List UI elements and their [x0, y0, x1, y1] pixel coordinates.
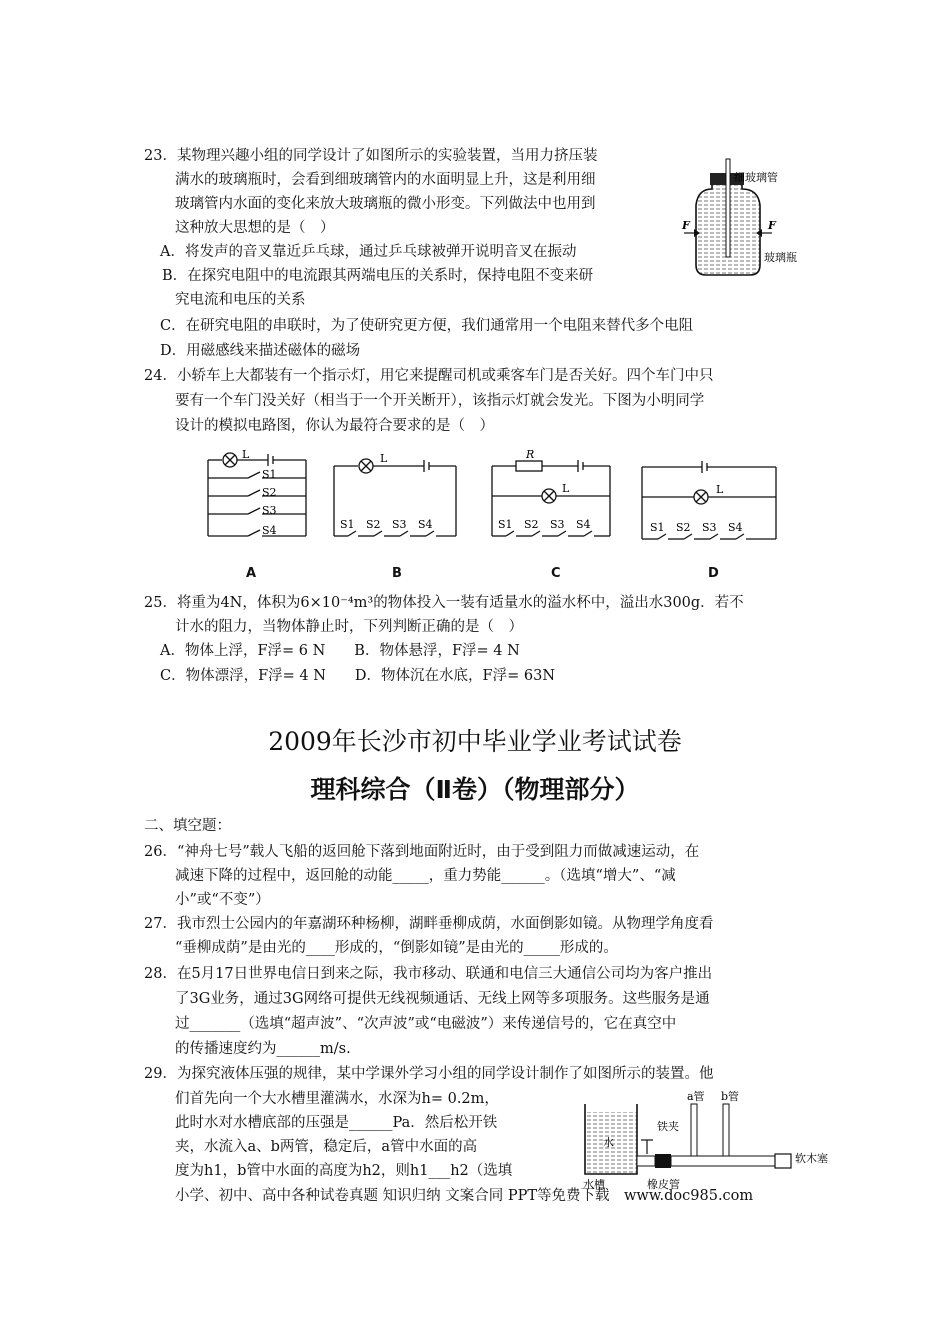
switch-label: S1: [650, 521, 665, 534]
q26-line2: 减速下降的过程中，返回舱的动能_____，重力势能______。（选填“增大”、“减: [175, 868, 676, 884]
q29-line4: 夹，水流入a、b两管，稳定后，a管中水面的高: [175, 1139, 478, 1155]
bottle-label: 玻璃瓶: [764, 251, 797, 264]
lamp-label: L: [242, 448, 250, 461]
clamp-label: 铁夹: [657, 1120, 679, 1133]
cork-label: 软木塞: [795, 1152, 828, 1165]
circuit-c: [486, 448, 621, 552]
q28-line2: 了3G业务，通过3G网络可提供无线视频通话、无线上网等多项服务。这些服务是通: [175, 991, 710, 1007]
switch-label: S4: [262, 524, 277, 537]
q24-line1: 24．小轿车上大都装有一个指示灯，用它来提醒司机或乘客车门是否关好。四个车门中只: [144, 368, 714, 384]
switch-label: S2: [262, 486, 277, 499]
q23-line3: 玻璃管内水面的变化来放大玻璃瓶的微小形变。下列做法中也用到: [175, 196, 596, 212]
water-label: 水: [603, 1136, 614, 1149]
q28-line4: 的传播速度约为______m/s.: [175, 1041, 351, 1057]
exam-title: 2009年长沙市初中毕业学业考试试卷: [268, 727, 682, 756]
tank-figure: [575, 1090, 828, 1191]
q25-line2: 计水的阻力，当物体静止时，下列判断正确的是（ ）: [175, 619, 523, 635]
q26-line3: 小”或“不变”）: [175, 892, 270, 908]
switch-label: S2: [524, 518, 539, 531]
section-heading: 二、填空题：: [144, 818, 231, 834]
exam-subtitle: 理科综合（Ⅱ卷）（物理部分）: [310, 775, 640, 804]
switch-label: S3: [392, 518, 407, 531]
circuit-d: [636, 455, 786, 555]
q29-line3: 此时水对水槽底部的压强是______Pa．然后松开铁: [175, 1115, 498, 1131]
switch-label: S3: [550, 518, 565, 531]
switch-label: S3: [262, 504, 277, 517]
circuit-b: [330, 452, 465, 552]
switch-label: S4: [728, 521, 743, 534]
tank-label: 水槽: [583, 1178, 605, 1191]
circuit-c-caption: C: [551, 566, 561, 581]
circuit-a: [200, 448, 315, 552]
q23-option-d: D．用磁感线来描述磁体的磁场: [160, 343, 361, 359]
switch-label: S1: [262, 468, 277, 481]
switch-label: S1: [498, 518, 513, 531]
q25-line1: 25．将重为4N，体积为6×10⁻⁴m³的物体投入一装有适量水的溢水杯中，溢出水300g．若不: [144, 595, 744, 611]
force-right-label: F: [768, 219, 776, 232]
bottle-figure: [680, 155, 810, 285]
q23-option-a: A．将发声的音叉靠近乒乓球，通过乒乓球被弹开说明音叉在振动: [160, 244, 577, 260]
q23-option-b: B．在探究电阻中的电流跟其两端电压的关系时，保持电阻不变来研: [162, 268, 594, 284]
q29-line2: 们首先向一个大水槽里灌满水，水深为h= 0.2m，: [175, 1091, 499, 1107]
footer-watermark: 小学、初中、高中各种试卷真题 知识归纳 文案合同 PPT等免费下载 www.doc985.com: [175, 1188, 754, 1204]
q26-line1: 26．“神舟七号”载人飞船的返回舱下落到地面附近时，由于受到阻力而做减速运动，在: [144, 844, 700, 860]
lamp-label: L: [562, 482, 570, 495]
q28-line1: 28．在5月17日世界电信日到来之际，我市移动、联通和电信三大通信公司均为客户推出: [144, 966, 713, 982]
q29-line5: 度为h1，b管中水面的高度为h2，则h1___h2（选填: [175, 1163, 513, 1179]
switch-label: S3: [702, 521, 717, 534]
q23-line1: 23．某物理兴趣小组的同学设计了如图所示的实验装置，当用力挤压装: [144, 148, 598, 164]
tube-label: 细玻璃管: [734, 171, 778, 184]
q27-line1: 27．我市烈士公园内的年嘉湖环种杨柳，湖畔垂柳成荫，水面倒影如镜。从物理学角度看: [144, 916, 714, 932]
q23-line2: 满水的玻璃瓶时，会看到细玻璃管内的水面明显上升，这是利用细: [175, 172, 596, 188]
lamp-label: L: [716, 483, 724, 496]
q28-line3: 过_______（选填“超声波”、“次声波”或“电磁波”）来传递信号的，它在真空中: [175, 1016, 677, 1032]
tube-b-label: b管: [721, 1090, 740, 1103]
circuit-a-caption: A: [246, 566, 257, 581]
q23-option-c: C．在研究电阻的串联时，为了使研究更方便，我们通常用一个电阻来替代多个电阻: [160, 318, 694, 334]
q23-option-b-cont: 究电流和电压的关系: [175, 292, 306, 308]
switch-label: S2: [676, 521, 691, 534]
force-left-label: F: [682, 219, 690, 232]
circuit-b-caption: B: [392, 566, 402, 581]
switch-label: S1: [340, 518, 355, 531]
tube-a-label: a管: [687, 1090, 705, 1103]
switch-label: S4: [576, 518, 591, 531]
q24-line2: 要有一个车门没关好（相当于一个开关断开），该指示灯就会发光。下图为小明同学: [175, 393, 705, 409]
switch-label: S4: [418, 518, 433, 531]
q25-options-cd: C．物体漂浮，F浮= 4 N D．物体沉在水底，F浮= 63N: [160, 668, 556, 684]
switch-label: S2: [366, 518, 381, 531]
lamp-label: L: [380, 452, 388, 465]
q23-line4: 这种放大思想的是（ ）: [175, 220, 335, 236]
resistor-label: R: [526, 448, 535, 461]
q29-line1: 29．为探究液体压强的规律，某中学课外学习小组的同学设计制作了如图所示的装置。他: [144, 1066, 714, 1082]
q25-options-ab: A．物体上浮，F浮= 6 N B．物体悬浮，F浮= 4 N: [160, 643, 520, 659]
q24-line3: 设计的模拟电路图，你认为最符合要求的是（ ）: [175, 418, 494, 434]
circuit-d-caption: D: [708, 566, 719, 581]
q27-line2: “垂柳成荫”是由光的____形成的，“倒影如镜”是由光的_____形成的。: [175, 940, 618, 956]
hose-label: 橡皮管: [647, 1178, 680, 1191]
